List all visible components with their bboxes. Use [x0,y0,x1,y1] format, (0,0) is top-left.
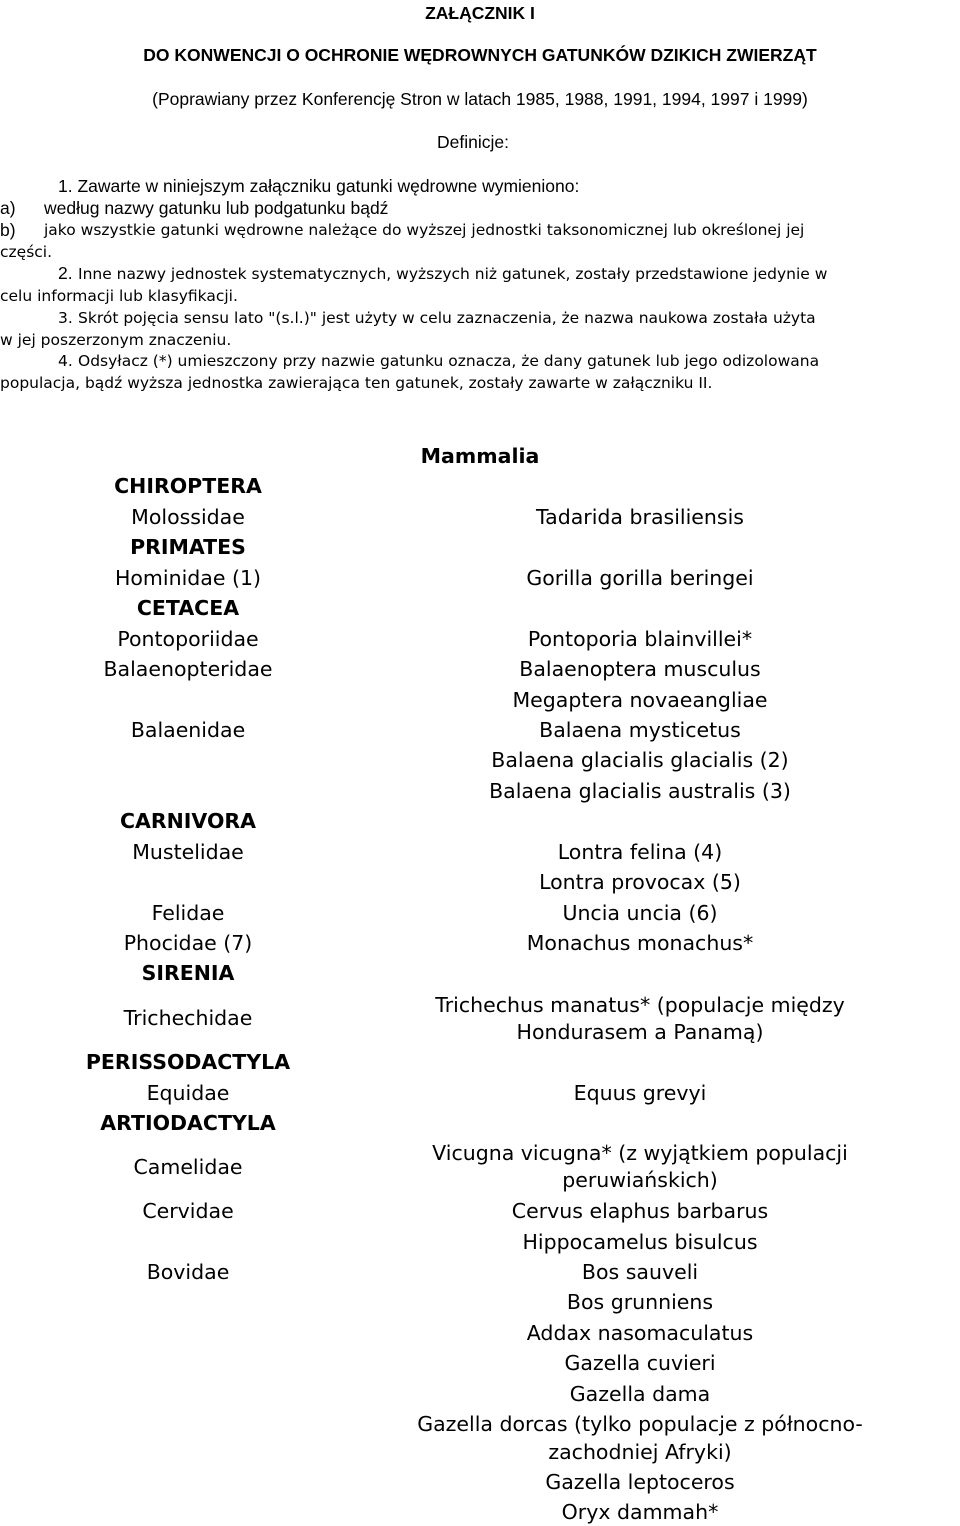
order-cetacea: CETACEA [136,596,240,620]
species-item-cont: Hondurasem a Panamą) [516,1020,764,1044]
species-item: Tadarida brasiliensis [536,505,744,529]
definition-4-text-cont: populacja, bądź wyższa jednostka zawierająca ten gatunek, zostały zawarte w załączniku II. [0,374,713,392]
species-item: Lontra felina (4) [557,840,723,864]
definition-2-text: Inne nazwy jednostek systematycznych, wyższych niż gatunek, zostały przedstawione jedynie w [78,265,828,283]
amendment-note: (Poprawiany przez Konferencję Stron w latach 1985, 1988, 1991, 1994, 1997 i 1999) [152,89,808,109]
species-item-cont: zachodniej Afryki) [548,1440,732,1464]
family-mustelidae: Mustelidae [132,840,244,864]
species-item: Balaena mysticetus [539,718,741,742]
species-item-cont: peruwiańskich) [562,1168,718,1192]
family-trichechidae: Trichechidae [123,1006,253,1030]
species-item: Monachus monachus* [526,931,754,955]
species-item: Uncia uncia (6) [562,901,718,925]
species-item: Balaena glacialis australis (3) [489,779,791,803]
order-chiroptera: CHIROPTERA [114,474,262,498]
family-equidae: Equidae [146,1081,230,1105]
order-primates: PRIMATES [130,535,246,559]
definition-3-text: Skrót pojęcia sensu lato "(s.l.)" jest użyty w celu zaznaczenia, że nazwa naukowa została użyta [78,309,816,327]
order-carnivora: CARNIVORA [119,809,257,833]
family-camelidae: Camelidae [133,1155,243,1179]
species-item: Equus grevyi [573,1081,707,1105]
order-perissodactyla: PERISSODACTYLA [85,1050,291,1074]
document-title: ZAŁĄCZNIK I [425,3,535,23]
species-item: Balaena glacialis glacialis (2) [491,748,789,772]
definition-1b-text-cont: części. [0,243,53,261]
definitions-heading: Definicje: [437,132,509,152]
definition-1: 1. Zawarte w niniejszym załączniku gatunki wędrowne wymieniono: [58,176,580,196]
family-bovidae: Bovidae [146,1260,230,1284]
species-item: Pontoporia blainvillei* [527,627,753,651]
family-cervidae: Cervidae [142,1199,234,1223]
definition-1b-label: b) [0,220,16,240]
species-item: Gorilla gorilla beringei [526,566,754,590]
species-item: Gazella dama [569,1382,711,1406]
definition-3-text-cont: w jej poszerzonym znaczeniu. [0,331,232,349]
species-item: Cervus elaphus barbarus [511,1199,769,1223]
species-item: Bos sauveli [581,1260,699,1284]
document-subtitle: DO KONWENCJI O OCHRONIE WĘDROWNYCH GATUNKÓW DZIKICH ZWIERZĄT [143,45,817,65]
family-pontoporiidae: Pontoporiidae [117,627,259,651]
species-item: Addax nasomaculatus [526,1321,754,1345]
family-felidae: Felidae [151,901,225,925]
species-item: Trichechus manatus* (populacje między [435,993,845,1017]
species-item: Vicugna vicugna* (z wyjątkiem populacji [432,1141,848,1165]
species-item: Hippocamelus bisulcus [522,1230,758,1254]
species-item: Megaptera novaeangliae [512,688,768,712]
family-phocidae: Phocidae (7) [123,931,253,955]
species-item: Oryx dammah* [561,1500,719,1524]
family-hominidae: Hominidae (1) [114,566,262,590]
definition-1a-text: według nazwy gatunku lub podgatunku bądź [44,198,389,218]
definition-1a-label: a) [0,198,16,218]
definition-4-number: 4. [58,352,73,370]
species-item: Gazella cuvieri [564,1351,716,1375]
definition-1b-text: jako wszystkie gatunki wędrowne należące do wyższej jednostki taksonomicznej lub określonej jej [44,221,805,239]
species-item: Lontra provocax (5) [539,870,741,894]
definition-3-number: 3. [58,309,73,327]
species-item: Balaenoptera musculus [519,657,761,681]
family-balaenopteridae: Balaenopteridae [103,657,273,681]
species-item: Gazella dorcas (tylko populacje z północno- [417,1412,863,1436]
order-artiodactyla: ARTIODACTYLA [100,1111,276,1135]
definition-4-text: Odsyłacz (*) umieszczony przy nazwie gatunku oznacza, że dany gatunek lub jego odizolowana [78,352,820,370]
class-heading: Mammalia [420,444,540,468]
family-molossidae: Molossidae [131,505,245,529]
species-item: Bos grunniens [566,1290,714,1314]
definition-2-number: 2. [58,263,73,283]
definition-2-text-cont: celu informacji lub klasyfikacji. [0,287,238,305]
order-sirenia: SIRENIA [141,961,235,985]
species-item: Gazella leptoceros [545,1470,735,1494]
family-balaenidae: Balaenidae [130,718,246,742]
